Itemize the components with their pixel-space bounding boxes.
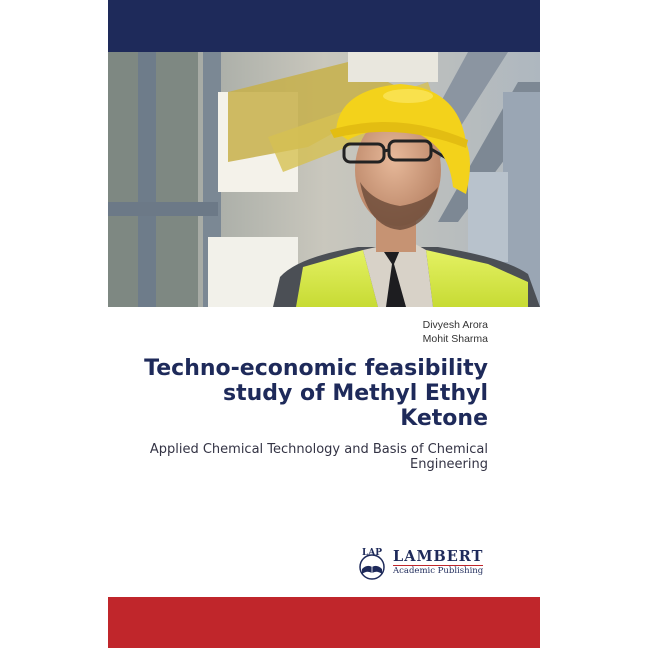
book-subtitle-line: Applied Chemical Technology and Basis of Chemical xyxy=(149,442,488,457)
author-name: Divyesh Arora xyxy=(422,319,488,331)
cover-photo xyxy=(108,52,540,307)
publisher-logo xyxy=(353,545,493,581)
authors xyxy=(423,318,488,346)
book-title-line: Techno-economic feasibility xyxy=(144,356,488,381)
book-subtitle xyxy=(128,442,488,472)
book-title-line: study of Methyl Ethyl xyxy=(223,381,488,406)
book-cover xyxy=(108,0,540,648)
lap-logo-text: LAP xyxy=(361,548,383,558)
lap-book-logo-icon xyxy=(353,545,391,581)
publisher-text xyxy=(393,549,483,577)
publisher-tagline: Academic Publishing xyxy=(393,566,484,576)
bottom-color-band xyxy=(108,597,540,648)
book-title-line: Ketone xyxy=(400,406,488,431)
top-color-band xyxy=(108,0,540,52)
book-title xyxy=(128,356,488,431)
engineer-in-hardhat-photo xyxy=(108,52,540,307)
author-name: Mohit Sharma xyxy=(422,333,488,345)
book-subtitle-line: Engineering xyxy=(410,457,488,472)
publisher-name: LAMBERT xyxy=(393,548,484,565)
